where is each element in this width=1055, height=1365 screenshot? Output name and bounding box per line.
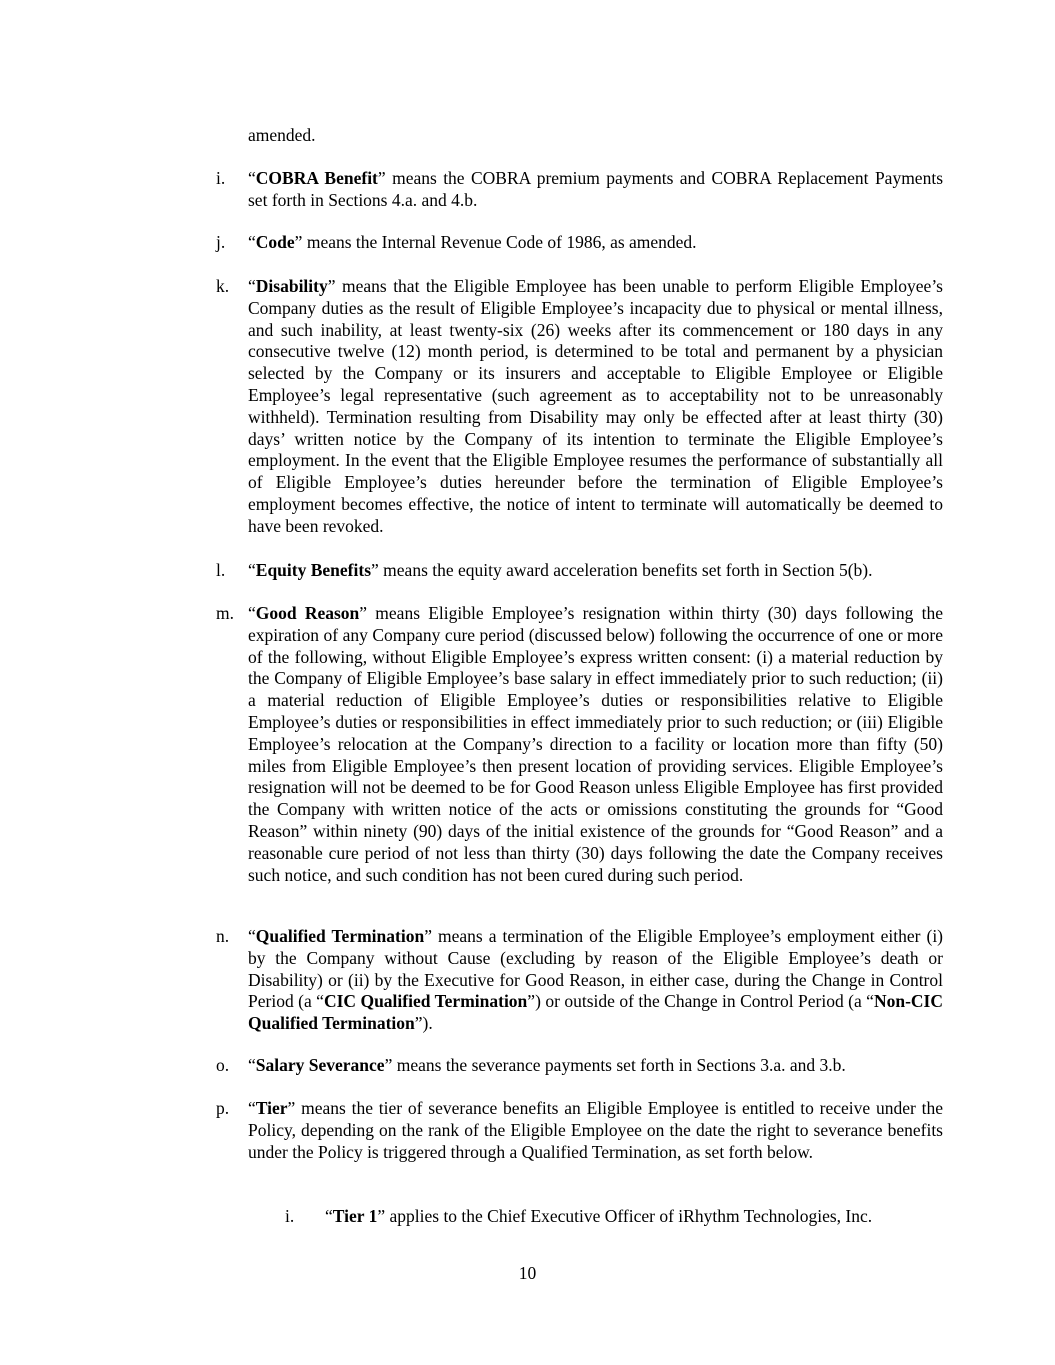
item-label: j. <box>216 232 226 252</box>
definition-salary-severance: o. “Salary Severance” means the severance payments set forth in Sections 3.a. and 3.b. <box>216 1055 846 1075</box>
defined-term: Salary Severance <box>255 1055 385 1075</box>
definition-disability: k. “Disability” means that the Eligible Employee has been unable to perform Eligible Employee’s Company duties as the result of Eligible Employee’s incapacity due to physical or mental illness, and such inability, at least twenty-six (26) weeks after its commencement or 180 days in any consecutive twelve (12) month period, is determined to be total and permanent by a physician selected by the Company or its insurers and acceptable to Eligible Employee or Eligible Employee’s legal representative (such agreement as to acceptability not to be unreasonably withheld). Termination resulting from Disability may only be effected after at least thirty (30) days’ written notice by the Company of its intention to terminate the Eligible Employee’s employment. In the event that the Eligible Employee resumes the performance of substantially all of Eligible Employee’s duties hereunder before the termination of Eligible Employee’s employment becomes effective, the notice of intent to terminate will automatically be deemed to have been revoked. <box>216 276 943 536</box>
defined-term: Qualified Termination <box>255 926 425 946</box>
defined-term: Equity Benefits <box>255 560 372 580</box>
definition-good-reason: m. “Good Reason” means Eligible Employee’s resignation within thirty (30) days following the expiration of any Company cure period (discussed below) following the occurrence of one or more of the following, without Eligible Employee’s express written consent: (i) a material reduction by the Company of Eligible Employee’s base salary in effect immediately prior to such reduction; (ii) a material reduction of Eligible Employee’s duties or responsibilities relative to Eligible Employee’s duties or responsibilities in effect immediately prior to such reduction; or (iii) Eligible Employee’s relocation at the Company’s direction to a facility or location more than fifty (50) miles from Eligible Employee’s then present location of providing services. Eligible Employee’s resignation will not be deemed to be for Good Reason unless Eligible Employee has first provided the Company with written notice of the acts or omissions constituting the grounds for “Good Reason” within ninety (90) days of the initial existence of the grounds for “Good Reason” and a reasonable cure period of not less than thirty (30) days following the date the Company receives such notice, and such condition has not been cured during such period. <box>216 603 944 885</box>
definition-cobra-benefit: i. “COBRA Benefit” means the COBRA premium payments and COBRA Replacement Payments set forth in Sections 4.a. and 4.b. <box>216 168 943 210</box>
defined-term: Code <box>255 232 295 252</box>
defined-term: CIC Qualified Termination <box>323 991 528 1012</box>
definition-equity-benefits: l. “Equity Benefits” means the equity award acceleration benefits set forth in Section 5(b). <box>216 560 873 580</box>
tier-1-subitem: i. “Tier 1” applies to the Chief Executive Officer of iRhythm Technologies, Inc. <box>285 1206 873 1226</box>
defined-term: Tier 1 <box>332 1206 378 1226</box>
item-label: o. <box>216 1055 230 1075</box>
item-label: m. <box>216 603 234 623</box>
defined-term: Non-CIC Qualified Termination <box>248 991 943 1034</box>
item-label: n. <box>216 926 230 946</box>
item-label: l. <box>216 560 226 580</box>
definition-tier: p. “Tier” means the tier of severance benefits an Eligible Employee is entitled to receive under the Policy, depending on the rank of the Eligible Employee on the date the right to severance benefits under the Policy is triggered through a Qualified Termination, as set forth below. <box>216 1098 943 1162</box>
definition-code: j. “Code” means the Internal Revenue Code of 1986, as amended. <box>216 232 697 252</box>
definition-qualified-termination: n. “Qualified Termination” means a termination of the Eligible Employee’s employment either (i) by the Company without Cause (excluding by reason of the Eligible Employee’s death or Disability) or (ii) by the Executive for Good Reason, in either case, during the Change in Control Period (a “CIC Qualified Termination”) or outside of the Change in Control Period (a “Non-CIC Qualified Termination”). <box>216 926 944 1034</box>
defined-term: COBRA Benefit <box>255 168 378 188</box>
item-label: k. <box>216 276 230 296</box>
item-label: p. <box>216 1098 230 1118</box>
defined-term: Tier <box>255 1098 288 1118</box>
continuation-text: amended. <box>248 125 316 145</box>
defined-term: Disability <box>255 276 328 296</box>
defined-term: Good Reason <box>255 603 360 623</box>
subitem-label: i. <box>285 1206 295 1226</box>
item-label: i. <box>216 168 226 188</box>
page-number: 10 <box>518 1263 537 1283</box>
